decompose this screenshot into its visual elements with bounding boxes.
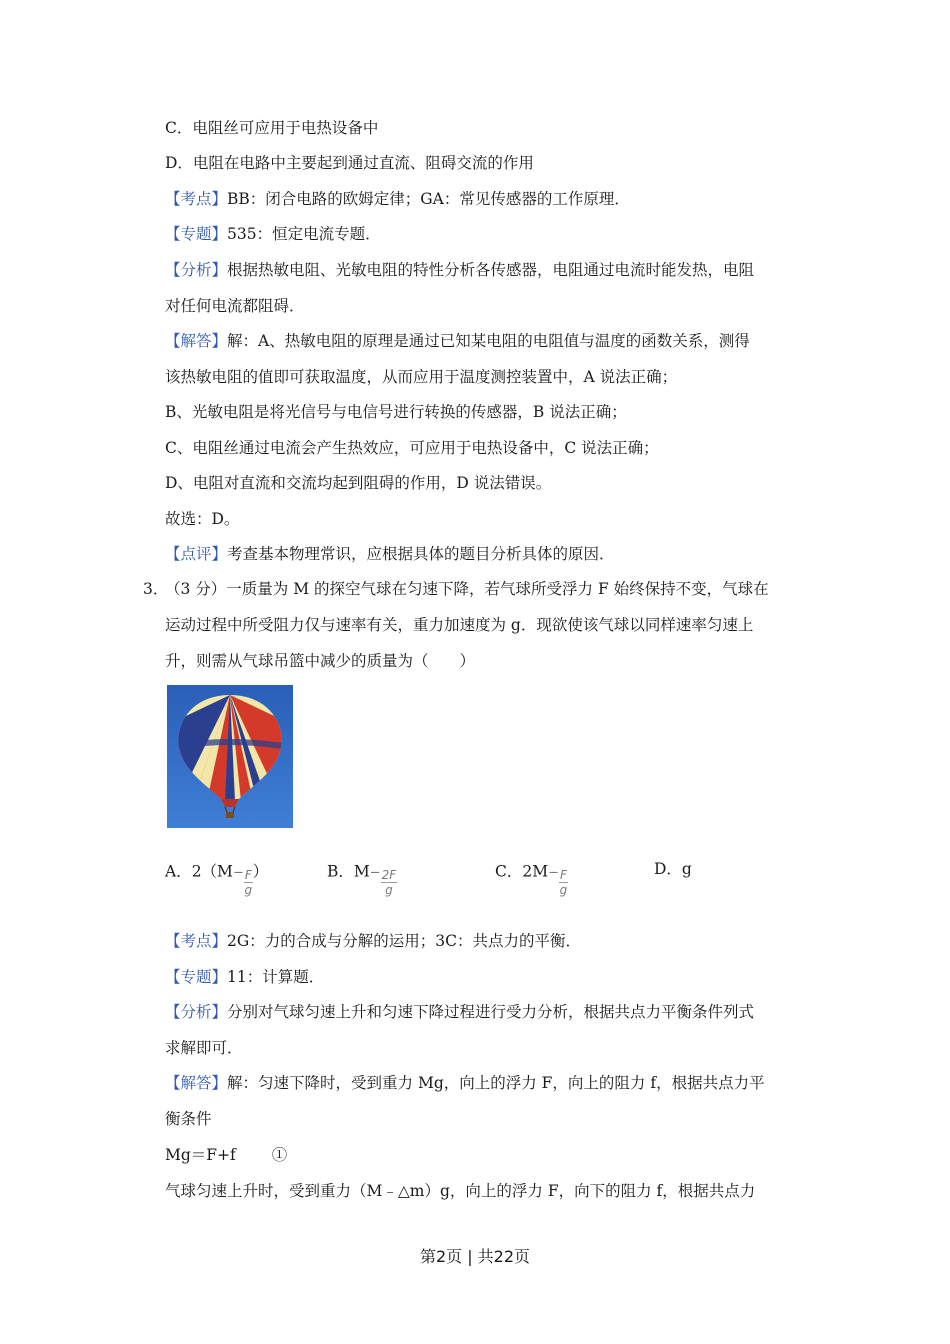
fraction-2f-over-g: [381, 868, 398, 897]
fraction-numerator: 2F: [381, 868, 397, 882]
jieda-line2: 该热敏电阻的值即可获取温度，从而应用于温度测控装置中，A 说法正确；: [165, 368, 678, 386]
option-d: D．电阻在电路中主要起到通过直流、阻碍交流的作用: [165, 154, 534, 172]
zhuanti-row: [165, 223, 381, 245]
fraction-denominator: g: [559, 883, 568, 897]
fraction-f-over-g: [559, 868, 568, 897]
dianping-tag: 【点评】: [165, 545, 228, 563]
q3-fenxi-row: [165, 1001, 754, 1023]
kaodian-tag: 【考点】: [165, 190, 228, 208]
answer: 故选：D。: [165, 510, 240, 528]
question-stem-line1: （3 分）一质量为 M 的探空气球在匀速下降，若气球所受浮力 F 始终保持不变，气球在: [165, 580, 769, 598]
fenxi-text: 根据热敏电阻、光敏电阻的特性分析各传感器，电阻通过电流时能发热，电阻: [227, 261, 755, 279]
fraction-numerator: F: [244, 868, 252, 882]
q3-jieda-line2: 衡条件: [165, 1110, 212, 1128]
zhuanti-text: 535：恒定电流专题．: [227, 225, 381, 243]
fenxi-tag: 【分析】: [165, 1003, 228, 1021]
option-a: [165, 858, 269, 897]
option-c-prefix: C．2M: [495, 862, 549, 881]
kaodian-text: 2G：力的合成与分解的运用；3C：共点力的平衡．: [227, 932, 581, 950]
q3-fenxi-line2: 求解即可．: [165, 1039, 243, 1057]
question-stem-line3: 升，则需从气球吊篮中减少的质量为（ ）: [165, 652, 476, 670]
q3-zhuanti-row: [165, 966, 324, 988]
jieda-text: 解：匀速下降时，受到重力 Mg，向上的浮力 F，向上的阻力 f，根据共点力平: [227, 1074, 765, 1092]
kaodian-row: [165, 188, 630, 210]
q3-kaodian-row: [165, 930, 581, 952]
option-b: [327, 858, 397, 897]
zhuanti-text: 11：计算题．: [227, 968, 325, 986]
option-d-q3: D．g: [654, 860, 692, 878]
minus-sign: −: [548, 865, 559, 881]
option-a-prefix: A．2（M: [165, 862, 233, 881]
question-number: 3．: [143, 580, 169, 598]
fenxi-line2: 对任何电流都阻碍．: [165, 297, 305, 315]
jieda-line4: C、电阻丝通过电流会产生热效应，可应用于电热设备中，C 说法正确；: [165, 439, 659, 457]
fraction-denominator: g: [385, 883, 393, 897]
option-c: C．电阻丝可应用于电热设备中: [165, 119, 379, 137]
zhuanti-tag: 【专题】: [165, 968, 228, 986]
jieda-line5: D、电阻对直流和交流均起到阻碍的作用，D 说法错误。: [165, 474, 552, 492]
q3-equation: Mg＝F+f ①: [165, 1146, 288, 1164]
option-b-prefix: B．M: [327, 862, 370, 881]
option-a-suffix: ）: [252, 862, 269, 881]
jieda-text: 解：A、热敏电阻的原理是通过已知某电阻的电阻值与温度的函数关系，测得: [227, 332, 750, 350]
zhuanti-tag: 【专题】: [165, 225, 228, 243]
dianping-row: [165, 543, 615, 565]
fenxi-row: [165, 259, 754, 281]
kaodian-tag: 【考点】: [165, 932, 228, 950]
jieda-tag: 【解答】: [165, 1074, 228, 1092]
dianping-text: 考查基本物理常识，应根据具体的题目分析具体的原因．: [227, 545, 615, 563]
minus-sign: −: [232, 865, 244, 881]
q3-jieda-row: [165, 1072, 765, 1094]
option-c-q3: [495, 858, 568, 897]
fraction-f-over-g: [244, 868, 253, 897]
jieda-line3: B、光敏电阻是将光信号与电信号进行转换的传感器，B 说法正确；: [165, 403, 627, 421]
fenxi-tag: 【分析】: [165, 261, 228, 279]
fraction-denominator: g: [244, 883, 253, 897]
jieda-tag: 【解答】: [165, 332, 228, 350]
jieda-row: [165, 330, 750, 352]
hot-air-balloon-image: [167, 685, 293, 828]
page-footer: 第2页 | 共22页: [419, 1247, 531, 1266]
fraction-numerator: F: [560, 868, 567, 882]
q3-jieda-line3: 气球匀速上升时，受到重力（M﹣△m）g，向上的浮力 F，向下的阻力 f，根据共点力: [165, 1182, 756, 1200]
question-stem-line2: 运动过程中所受阻力仅与速率有关，重力加速度为 g．现欲使该气球以同样速率匀速上: [165, 616, 754, 634]
minus-sign: −: [369, 865, 381, 881]
kaodian-text: BB：闭合电路的欧姆定律；GA：常见传感器的工作原理．: [227, 190, 630, 208]
fenxi-text: 分别对气球匀速上升和匀速下降过程进行受力分析，根据共点力平衡条件列式: [227, 1003, 755, 1021]
